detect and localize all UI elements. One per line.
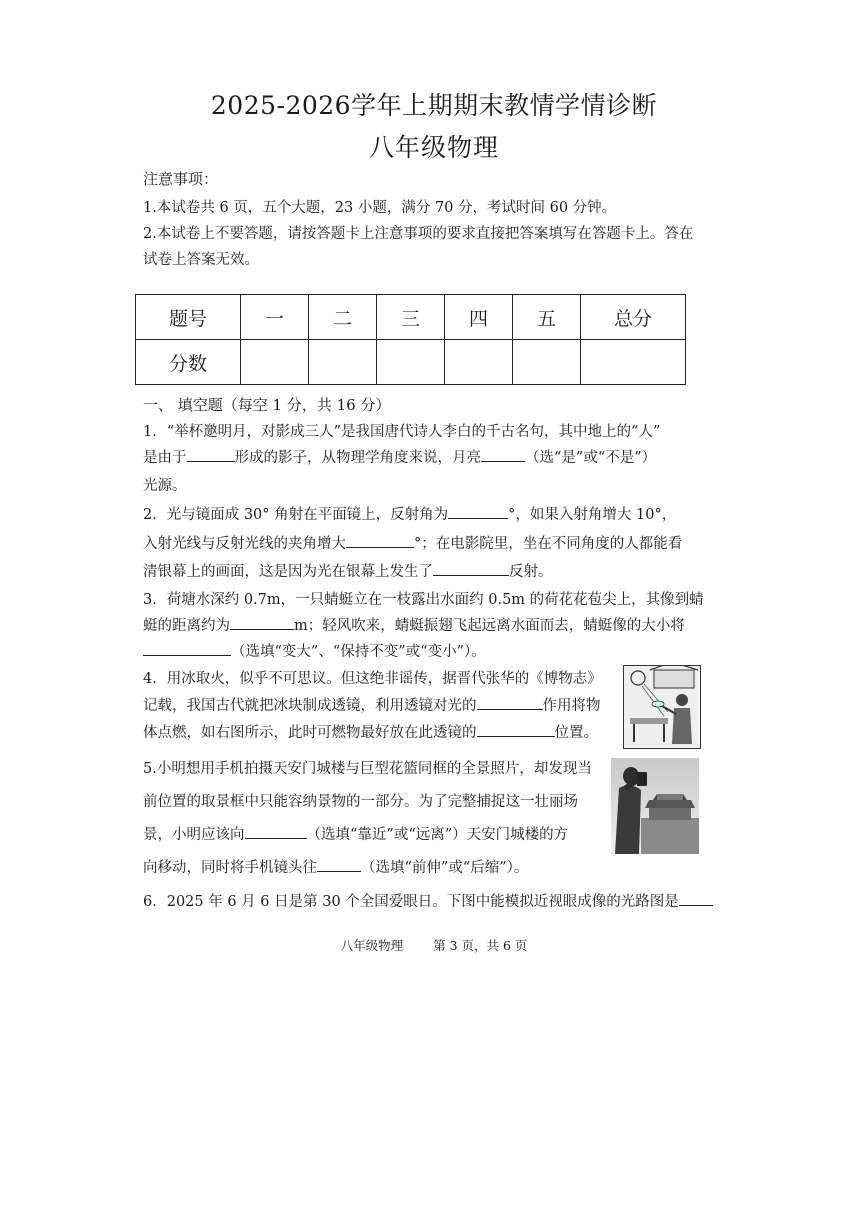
q4-line-1: 4．用冰取火，似乎不可思议。但这绝非谣传，据晋代张华的《博物志》 <box>143 671 602 687</box>
score-table-header-row <box>136 295 686 340</box>
notes-line-1: 1.本试卷共 6 页，五个大题，23 小题，满分 70 分，考试时间 60 分钟。 <box>143 200 617 216</box>
q2-blank-1[interactable] <box>448 504 508 519</box>
footer-page-number: 第 3 页，共 6 页 <box>433 938 528 953</box>
score-cell-4: 四 <box>445 295 513 340</box>
q2-blank-2[interactable] <box>346 533 414 548</box>
notes-heading: 注意事项： <box>143 170 219 188</box>
score-cell-3: 三 <box>377 295 445 340</box>
q1-line-1: 1．“举杯邀明月，对影成三人”是我国唐代诗人李白的千古名句，其中地上的“人” <box>143 424 661 440</box>
q1-blank-1[interactable] <box>187 447 235 462</box>
score-table-score-row <box>136 340 686 385</box>
q1-blank-2[interactable] <box>481 447 525 462</box>
q5-line-3: 景，小明应该向 （选填“靠近”或“远离”）天安门城楼的方 <box>143 823 568 844</box>
q3-line-3: （选填“变大”、“保持不变”或“变小”）。 <box>143 640 486 661</box>
q4-blank-1[interactable] <box>477 695 543 710</box>
score-row-label: 分数 <box>136 340 241 385</box>
score-input-2[interactable] <box>309 340 377 385</box>
score-cell-5: 五 <box>513 295 581 340</box>
score-input-3[interactable] <box>377 340 445 385</box>
q3-line-2: 蜓的距离约为 m；轻风吹来，蜻蜓振翅飞起远离水面而去，蜻蜓像的大小将 <box>143 614 685 635</box>
score-input-5[interactable] <box>513 340 581 385</box>
notes-line-2b: 试卷上答案无效。 <box>143 252 259 268</box>
q5-blank-2[interactable] <box>317 857 361 872</box>
q6-line-1: 6．2025 年 6 月 6 日是第 30 个全国爱眼日。下图中能模拟近视眼成像的光路图是 <box>143 890 713 911</box>
score-input-4[interactable] <box>445 340 513 385</box>
ice-lens-illustration <box>623 665 701 749</box>
q4-blank-2[interactable] <box>477 722 555 737</box>
section-1-heading: 一、 填空题（每空 1 分，共 16 分） <box>143 396 391 414</box>
score-cell-label: 题号 <box>136 295 241 340</box>
q4-line-3: 体点燃，如右图所示，此时可燃物最好放在此透镜的 位置。 <box>143 721 598 742</box>
q6-blank-1[interactable] <box>679 891 713 906</box>
score-table <box>135 294 686 385</box>
score-cell-total: 总分 <box>581 295 686 340</box>
score-cell-1: 一 <box>241 295 309 340</box>
footer-subject: 八年级物理 <box>340 938 404 953</box>
score-input-total[interactable] <box>581 340 686 385</box>
q5-blank-1[interactable] <box>245 824 307 839</box>
q3-blank-1[interactable] <box>230 615 294 630</box>
notes-line-2a: 2.本试卷上不要答题，请按答题卡上注意事项的要求直接把答案填写在答题卡上。答在 <box>143 226 694 242</box>
q3-line-1: 3．荷塘水深约 0.7m，一只蜻蜓立在一枝露出水面约 0.5m 的荷花花苞尖上，其像到蜻 <box>143 592 704 608</box>
q5-line-4: 向移动，同时将手机镜头往 （选填“前伸”或“后缩”）。 <box>143 856 528 877</box>
exam-subtitle: 八年级物理 <box>368 133 499 162</box>
q1-line-2: 是由于 形成的影子，从物理学角度来说，月亮 （选“是”或“不是”） <box>143 446 656 467</box>
exam-title: 2025-2026学年上期期末教情学情诊断 <box>210 91 658 120</box>
q2-line-2: 入射光线与反射光线的夹角增大 °；在电影院里，坐在不同角度的人都能看 <box>143 532 682 553</box>
q2-blank-3[interactable] <box>433 561 509 576</box>
q5-line-1: 5.小明想用手机拍摄天安门城楼与巨型花篮同框的全景照片，却发现当 <box>143 761 592 777</box>
tiananmen-photo <box>611 758 699 854</box>
q2-line-3: 清银幕上的画面，这是因为光在银幕上发生了 反射。 <box>143 560 553 581</box>
score-input-1[interactable] <box>241 340 309 385</box>
q3-blank-2[interactable] <box>143 641 231 656</box>
page-footer <box>0 936 868 954</box>
q4-line-2: 记载，我国古代就把冰块制成透镜，利用透镜对光的 作用将物 <box>143 694 601 715</box>
q2-line-1: 2．光与镜面成 30° 角射在平面镜上，反射角为 °，如果入射角增大 10°， <box>143 503 676 524</box>
q5-line-2: 前位置的取景框中只能容纳景物的一部分。为了完整捕捉这一壮丽场 <box>143 794 578 810</box>
q1-line-3: 光源。 <box>143 478 187 494</box>
score-cell-2: 二 <box>309 295 377 340</box>
